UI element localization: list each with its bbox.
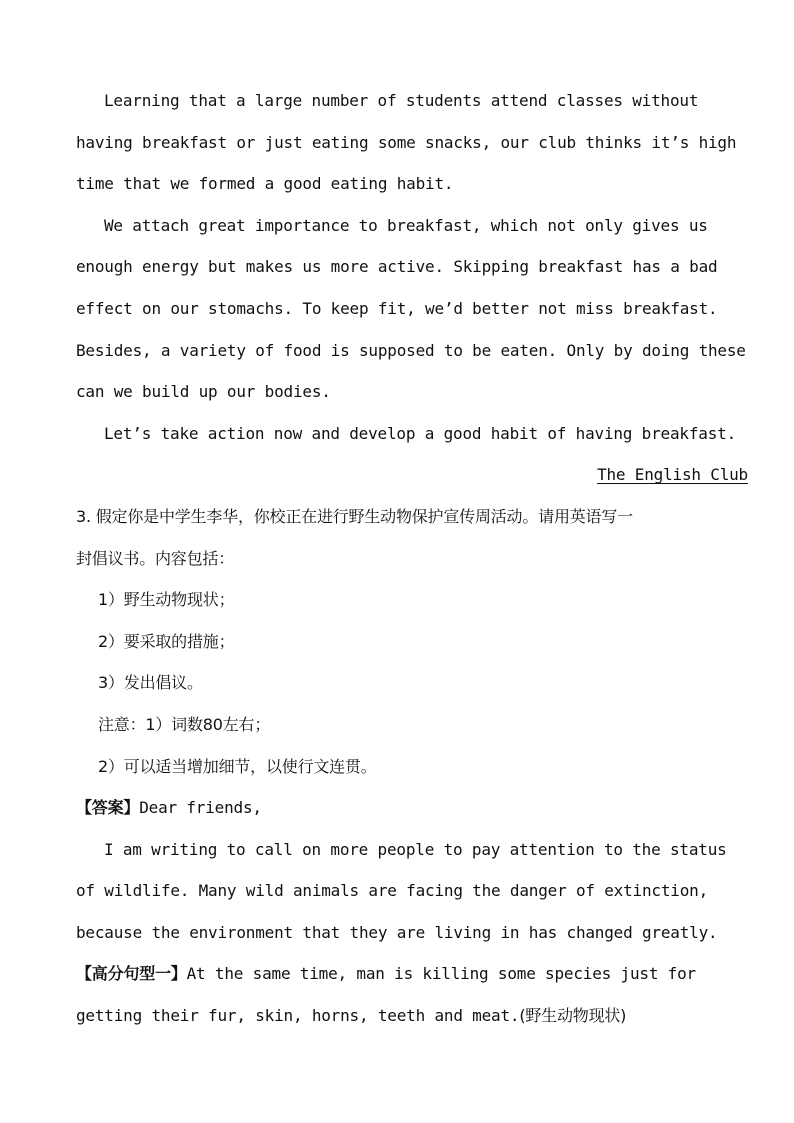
highlight-line-1 [76, 953, 748, 995]
question-3-note-2: 2）可以适当增加细节，以使行文连贯。 [98, 756, 377, 776]
highlight-text-2: getting their fur, skin, horns, teeth and meat. [76, 1006, 520, 1026]
highlight-line-2 [76, 995, 748, 1037]
highlight-tag: 【高分句型一】 [76, 964, 187, 984]
question-3-item-2: 2）要采取的措施； [98, 631, 235, 651]
paragraph-1-line-3: time that we formed a good eating habit. [76, 174, 454, 194]
paragraph-3: Let’s take action now and develop a good habit of having breakfast. [104, 423, 736, 443]
question-3-item-1: 1）野生动物现状； [98, 590, 235, 610]
paragraph-2-line-4: Besides, a variety of food is supposed to be eaten. Only by doing these [76, 340, 746, 360]
answer-salutation-line [76, 787, 748, 829]
document-content [76, 80, 748, 1037]
signature-line [76, 454, 748, 496]
highlight-note: (野生动物现状) [519, 1006, 627, 1026]
question-3-prompt-line-2: 封倡议书。内容包括： [76, 548, 235, 568]
paragraph-2-line-5: can we build up our bodies. [76, 382, 331, 402]
paragraph-2-line-3: effect on our stomachs. To keep fit, we’d better not miss breakfast. [76, 298, 718, 318]
answer-body-line-1: I am writing to call on more people to pay attention to the status [104, 839, 727, 859]
paragraph-2-line-1: We attach great importance to breakfast, which not only gives us [104, 215, 708, 235]
highlight-text-1: At the same time, man is killing some species just for [186, 964, 696, 984]
question-3-prompt-line-1: 3. 假定你是中学生李华，你校正在进行野生动物保护宣传周活动。请用英语写一 [76, 506, 633, 526]
answer-body-line-2: of wildlife. Many wild animals are facing the danger of extinction, [76, 881, 708, 901]
paragraph-1-line-1: Learning that a large number of students attend classes without [104, 91, 699, 110]
answer-tag: 【答案】 [76, 798, 140, 818]
question-3-note: 注意：1）词数80左右； [98, 714, 271, 734]
signature: The English Club [597, 465, 748, 485]
paragraph-2-line-2: enough energy but makes us more active. Skipping breakfast has a bad [76, 257, 718, 277]
answer-body-line-3: because the environment that they are living in has changed greatly. [76, 922, 718, 942]
question-3-item-3: 3）发出倡议。 [98, 673, 203, 693]
paragraph-1-line-2: having breakfast or just eating some snacks, our club thinks it’s high [76, 132, 737, 152]
answer-salutation: Dear friends, [139, 798, 262, 818]
